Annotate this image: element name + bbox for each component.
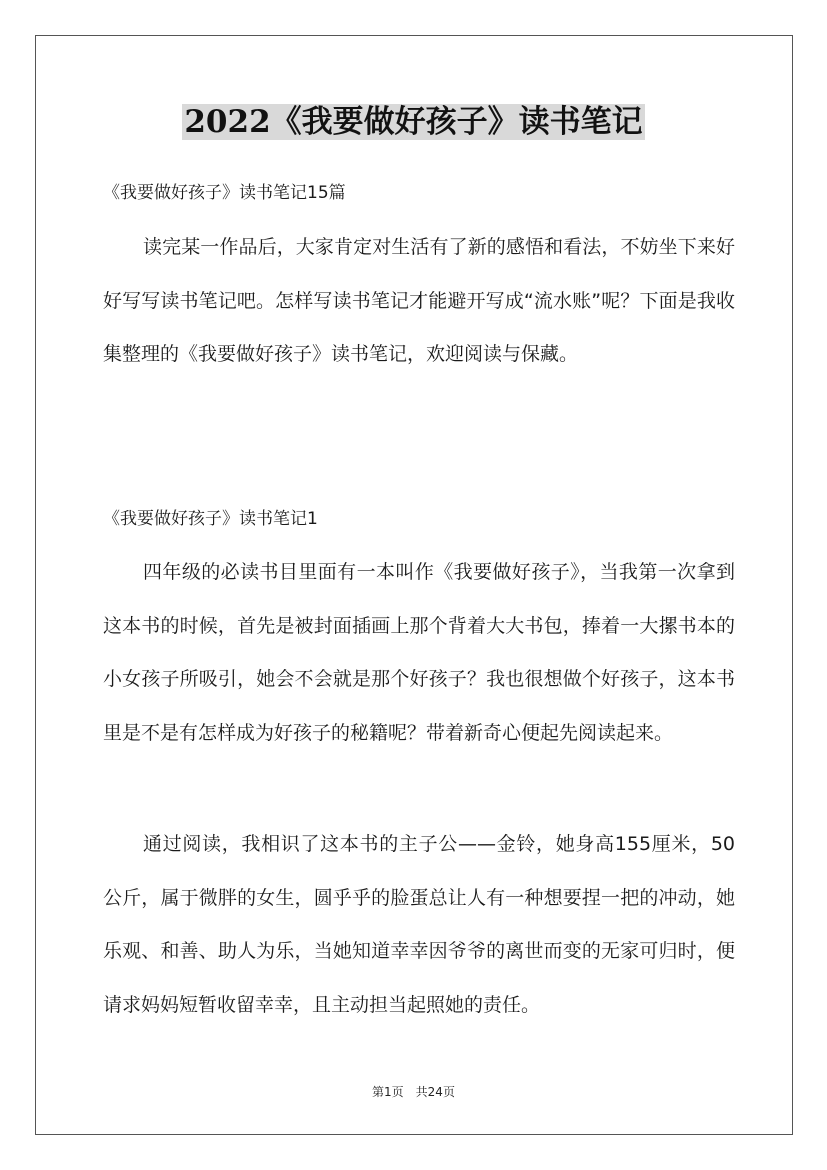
page-number: 第1页: [372, 1085, 404, 1099]
page-total: 共24页: [415, 1085, 455, 1099]
body-paragraph-1: 四年级的必读书目里面有一本叫作《我要做好孩子》，当我第一次拿到这本书的时候，首先是被封面插画上那个背着大大书包，捧着一大摞书本的小女孩子所吸引，她会不会就是那个好孩子？我也很想做个好孩子，这本书里是不是有怎样成为好孩子的秘籍呢？带着新奇心便起先阅读起来。: [103, 561, 735, 744]
intro-paragraph: 读完某一作品后，大家肯定对生活有了新的感悟和看法，不妨坐下来好好写写读书笔记吧。怎样写读书笔记才能避开写成“流水账”呢？下面是我收集整理的《我要做好孩子》读书笔记，欢迎阅读与保藏。: [103, 236, 735, 365]
section-heading: 《我要做好孩子》读书笔记1: [103, 509, 318, 529]
page-footer: [0, 1083, 827, 1100]
document-title-text: 2022《我要做好孩子》读书笔记: [184, 104, 643, 140]
document-title: [0, 99, 827, 145]
document-subtitle: 《我要做好孩子》读书笔记15篇: [103, 183, 346, 203]
body-paragraph-2: 通过阅读，我相识了这本书的主子公——金铃，她身高155厘米，50公斤，属于微胖的女生，圆乎乎的脸蛋总让人有一种想要捏一把的冲动，她乐观、和善、助人为乐，当她知道幸幸因爷爷的离世而变的无家可归时，便请求妈妈短暂收留幸幸，且主动担当起照她的责任。: [103, 833, 735, 1016]
